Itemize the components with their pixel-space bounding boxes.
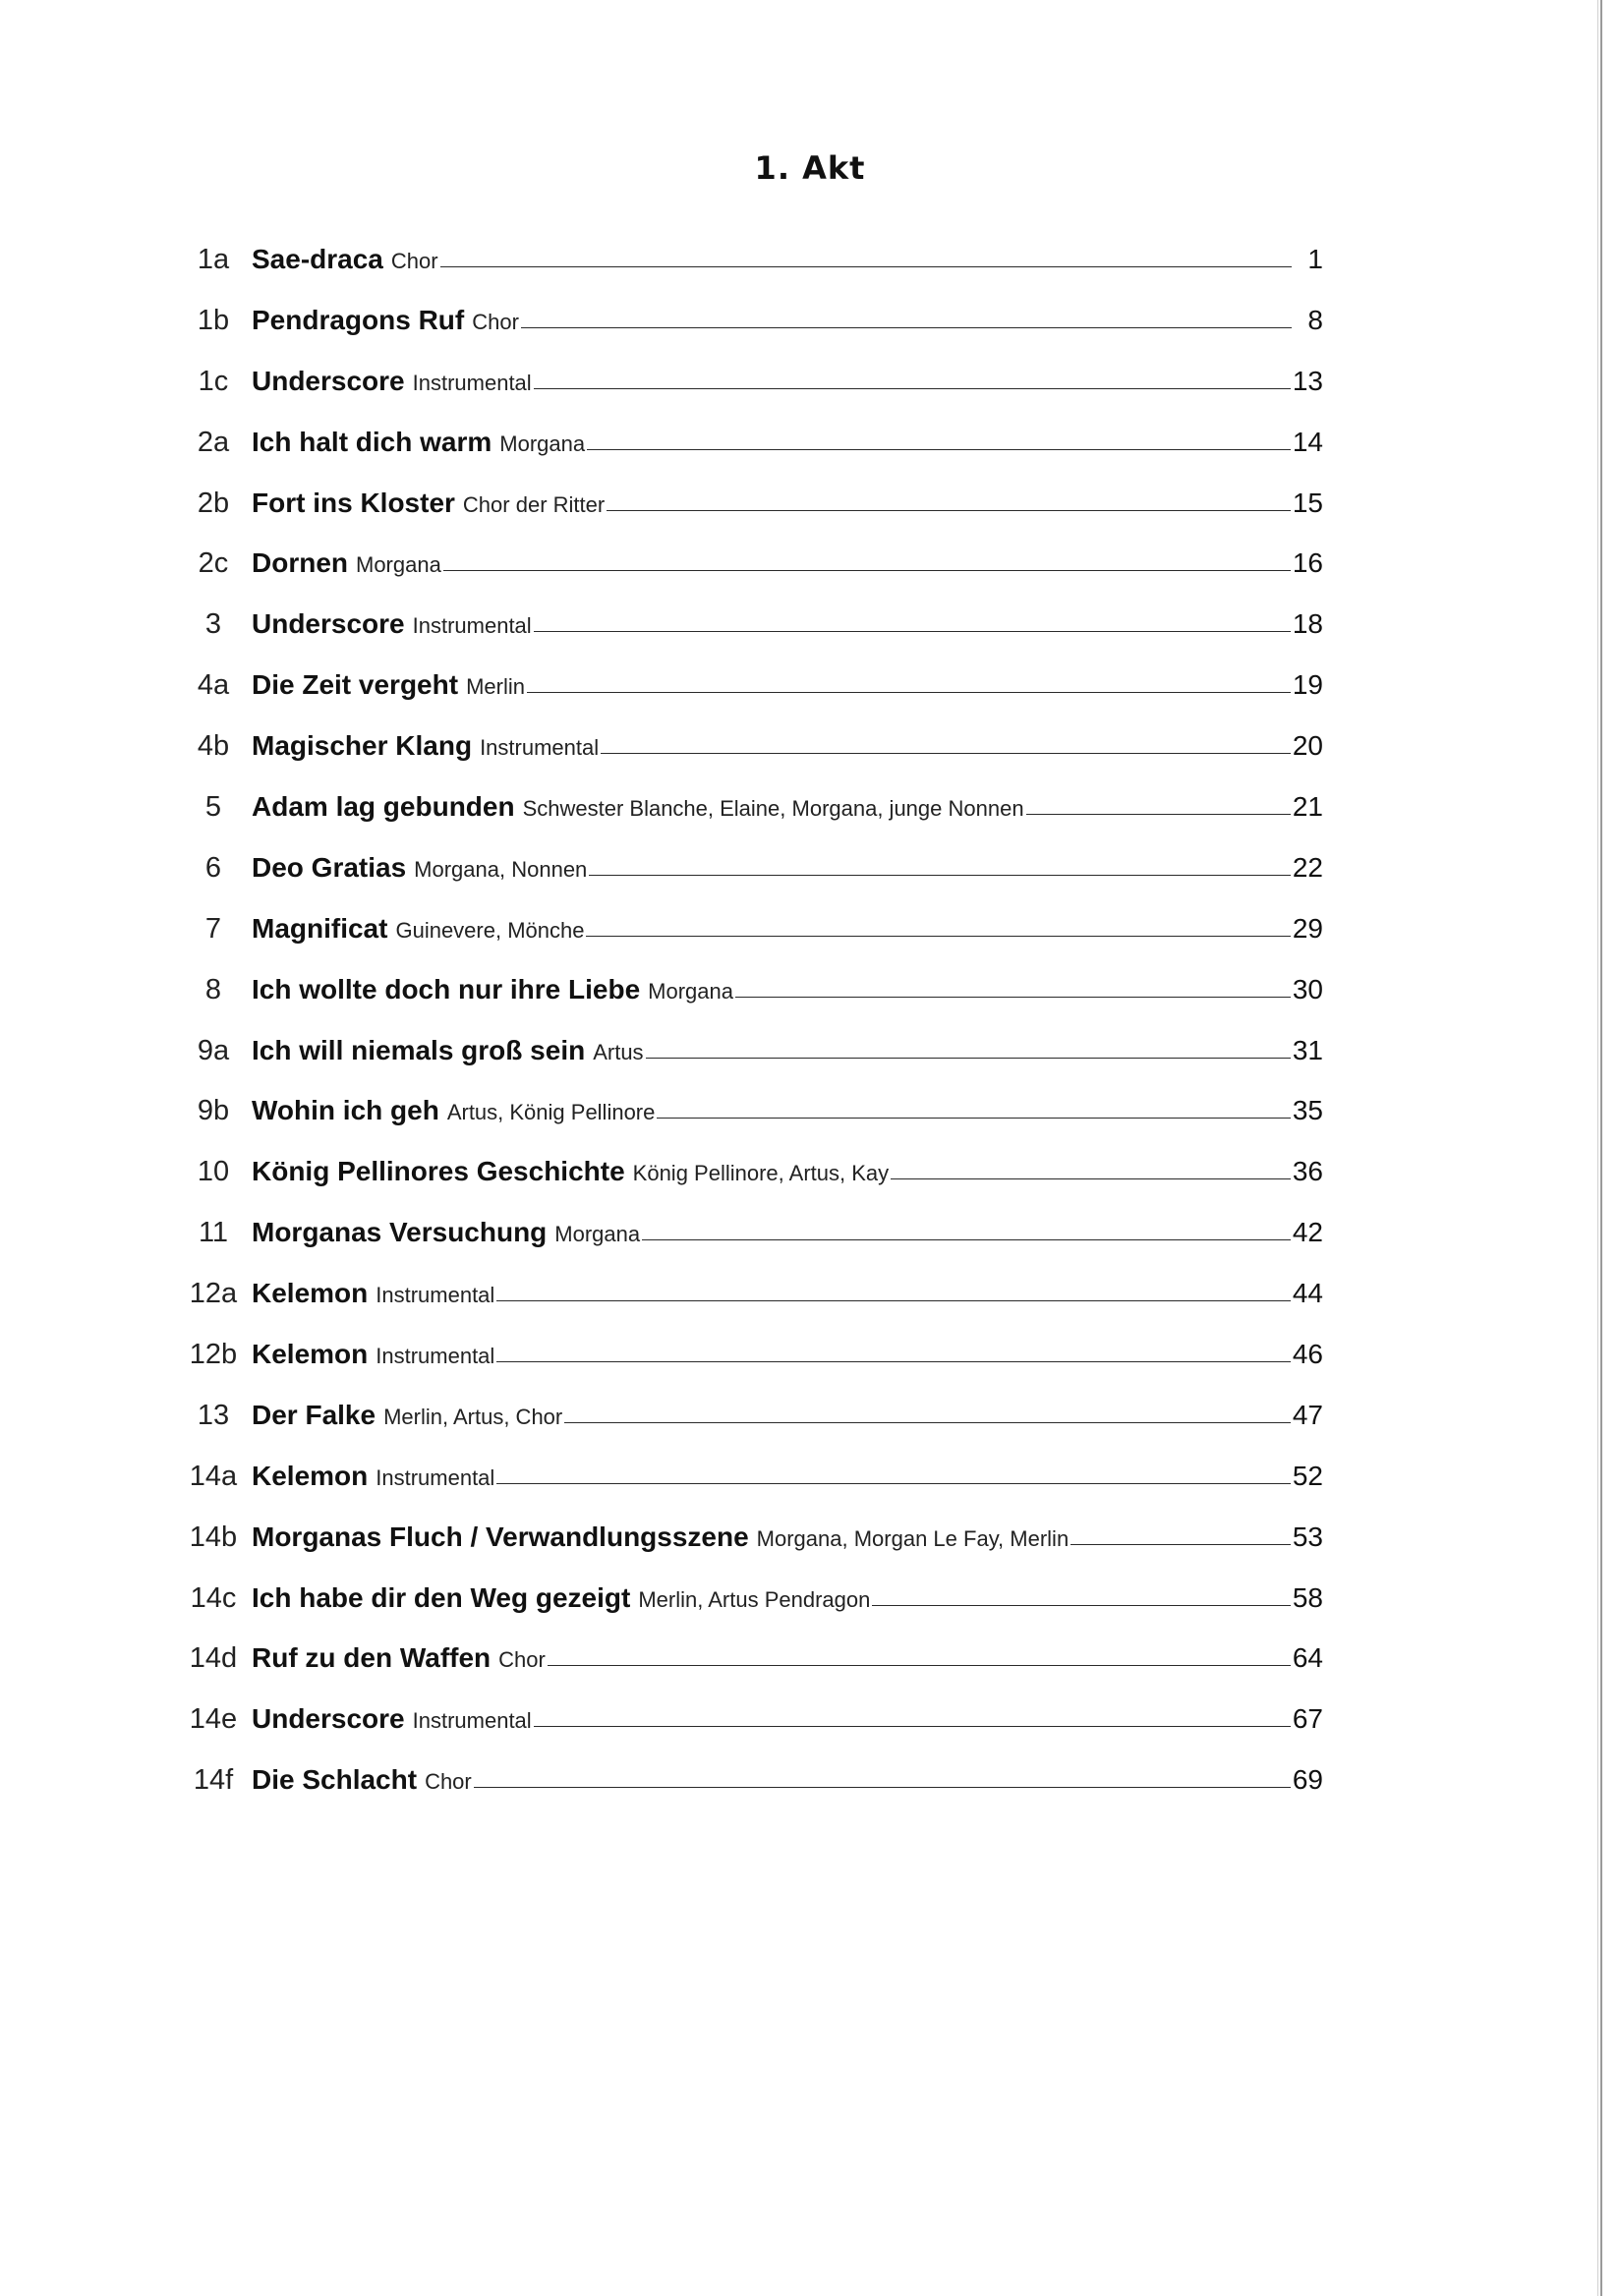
entry-page-number: 8 bbox=[1307, 304, 1323, 335]
leader-line bbox=[589, 874, 1291, 876]
entry-title: Magnificat bbox=[252, 912, 388, 944]
toc-entry bbox=[175, 1764, 1323, 1825]
leader-line bbox=[548, 1664, 1291, 1666]
entry-page-number: 69 bbox=[1292, 1764, 1323, 1796]
entry-title: Morganas Versuchung bbox=[252, 1217, 548, 1248]
entry-title: Underscore bbox=[252, 365, 405, 396]
entry-performers: Merlin bbox=[466, 674, 525, 700]
entry-number: 12b bbox=[189, 1339, 238, 1371]
leader-line bbox=[534, 387, 1291, 389]
entry-title: Dornen bbox=[252, 547, 348, 579]
entry-performers: Morgana bbox=[554, 1222, 641, 1247]
entry-page-number: 36 bbox=[1292, 1156, 1323, 1187]
entry-page-number: 22 bbox=[1292, 851, 1323, 883]
entry-performers: Chor bbox=[498, 1647, 546, 1673]
entry-number: 14e bbox=[189, 1703, 238, 1736]
entry-title: Underscore bbox=[252, 1703, 405, 1735]
entry-title: Ich habe dir den Weg gezeigt bbox=[252, 1581, 631, 1613]
leader-line bbox=[601, 752, 1291, 754]
entry-title: Die Zeit vergeht bbox=[252, 669, 459, 701]
entry-page-number: 30 bbox=[1292, 973, 1323, 1004]
toc-entry bbox=[175, 669, 1323, 730]
toc-entry bbox=[175, 1642, 1323, 1703]
leader-line bbox=[440, 265, 1292, 267]
entry-performers: Morgana bbox=[648, 978, 734, 1004]
entry-number: 3 bbox=[204, 608, 222, 641]
toc-entry bbox=[175, 791, 1323, 852]
toc-entry bbox=[175, 1156, 1323, 1217]
entry-number: 9b bbox=[197, 1095, 230, 1127]
entry-number: 14b bbox=[189, 1521, 238, 1553]
entry-performers: Instrumental bbox=[480, 735, 600, 761]
entry-title: Wohin ich geh bbox=[252, 1095, 439, 1126]
entry-performers: Chor bbox=[425, 1769, 472, 1795]
leader-line bbox=[586, 935, 1290, 937]
page-title: 1. Akt bbox=[754, 149, 866, 187]
entry-performers: Artus, König Pellinore bbox=[446, 1100, 656, 1125]
toc-entry bbox=[175, 1278, 1323, 1339]
leader-line bbox=[443, 569, 1291, 571]
entry-performers: Instrumental bbox=[412, 1708, 532, 1734]
entry-page-number: 31 bbox=[1292, 1034, 1323, 1065]
entry-performers: Instrumental bbox=[376, 1283, 495, 1308]
toc-entry bbox=[175, 852, 1323, 913]
entry-page-number: 15 bbox=[1292, 487, 1323, 518]
leader-line bbox=[642, 1238, 1291, 1240]
entry-title: Deo Gratias bbox=[252, 851, 407, 883]
toc-entry bbox=[175, 730, 1323, 791]
entry-page-number: 29 bbox=[1292, 912, 1323, 944]
entry-performers: Schwester Blanche, Elaine, Morgana, junge Nonnen bbox=[522, 796, 1024, 822]
leader-line bbox=[496, 1482, 1291, 1484]
entry-page-number: 47 bbox=[1292, 1399, 1323, 1430]
entry-performers: Chor bbox=[390, 249, 438, 273]
entry-title: Ich will niemals groß sein bbox=[252, 1034, 586, 1065]
entry-number: 14d bbox=[189, 1642, 238, 1675]
entry-performers: Merlin, Artus, Chor bbox=[383, 1404, 563, 1429]
leader-line bbox=[474, 1786, 1291, 1788]
toc-entry bbox=[175, 974, 1323, 1035]
entry-page-number: 20 bbox=[1292, 730, 1323, 762]
entry-title: Ich halt dich warm bbox=[252, 426, 492, 457]
entry-page-number: 64 bbox=[1292, 1642, 1323, 1674]
leader-line bbox=[1026, 813, 1291, 815]
entry-page-number: 21 bbox=[1292, 791, 1323, 823]
entry-number: 12a bbox=[189, 1278, 238, 1310]
leader-line bbox=[527, 691, 1291, 693]
entry-page-number: 14 bbox=[1292, 426, 1323, 457]
toc-entry bbox=[175, 913, 1323, 974]
toc-entry bbox=[175, 1095, 1323, 1156]
entry-page-number: 18 bbox=[1292, 608, 1323, 640]
leader-line bbox=[496, 1360, 1291, 1362]
entry-page-number: 46 bbox=[1292, 1339, 1323, 1370]
entry-performers: Morgana, Morgan Le Fay, Merlin bbox=[756, 1525, 1070, 1551]
toc-entry bbox=[175, 1035, 1323, 1096]
entry-number: 2a bbox=[197, 426, 230, 458]
entry-page-number: 42 bbox=[1292, 1217, 1323, 1248]
entry-page-number: 1 bbox=[1307, 244, 1323, 274]
entry-title: Kelemon bbox=[252, 1339, 369, 1370]
entry-title: Die Schlacht bbox=[252, 1764, 418, 1796]
entry-page-number: 13 bbox=[1292, 365, 1323, 396]
entry-page-number: 44 bbox=[1292, 1278, 1323, 1309]
toc-entry bbox=[175, 1582, 1323, 1643]
entry-number: 11 bbox=[198, 1217, 229, 1249]
entry-performers: Instrumental bbox=[412, 613, 532, 639]
entry-number: 14f bbox=[193, 1764, 234, 1797]
entry-number: 14a bbox=[189, 1460, 238, 1492]
entry-number: 2b bbox=[197, 487, 230, 519]
entry-title: Kelemon bbox=[252, 1460, 369, 1491]
entry-number: 10 bbox=[197, 1156, 230, 1188]
entry-title: Fort ins Kloster bbox=[252, 487, 455, 518]
entry-performers: Guinevere, Mönche bbox=[395, 917, 585, 943]
leader-line bbox=[735, 996, 1291, 998]
entry-number: 8 bbox=[204, 973, 222, 1005]
entry-performers: Morgana bbox=[499, 430, 586, 456]
toc-entry bbox=[175, 305, 1323, 366]
entry-number: 7 bbox=[204, 912, 222, 945]
entry-number: 6 bbox=[204, 851, 222, 884]
entry-performers: König Pellinore, Artus, Kay bbox=[632, 1161, 890, 1186]
toc-entry bbox=[175, 608, 1323, 669]
leader-line bbox=[534, 630, 1291, 632]
entry-page-number: 19 bbox=[1292, 669, 1323, 701]
entry-performers: Morgana, Nonnen bbox=[414, 856, 588, 882]
entry-performers: Instrumental bbox=[376, 1344, 495, 1369]
entry-number: 1b bbox=[197, 304, 230, 336]
toc-entry bbox=[175, 1400, 1323, 1461]
entry-number: 1c bbox=[198, 365, 229, 397]
entry-number: 1a bbox=[197, 244, 230, 275]
leader-line bbox=[521, 326, 1292, 328]
leader-line bbox=[872, 1604, 1290, 1606]
entry-performers: Merlin, Artus Pendragon bbox=[638, 1586, 871, 1612]
entry-title: König Pellinores Geschichte bbox=[252, 1156, 625, 1187]
entry-title: Sae-draca bbox=[252, 244, 383, 274]
toc-entry bbox=[175, 244, 1323, 305]
leader-line bbox=[891, 1177, 1291, 1179]
toc-entry bbox=[175, 547, 1323, 608]
entry-performers: Chor bbox=[472, 309, 519, 334]
toc-entry bbox=[175, 1339, 1323, 1400]
entry-performers: Morgana bbox=[356, 552, 441, 578]
leader-line bbox=[534, 1725, 1291, 1727]
entry-number: 4b bbox=[197, 730, 230, 763]
entry-title: Adam lag gebunden bbox=[252, 791, 515, 823]
entry-title: Ich wollte doch nur ihre Liebe bbox=[252, 973, 641, 1004]
leader-line bbox=[646, 1057, 1291, 1059]
toc-entry bbox=[175, 1521, 1323, 1582]
entry-performers: Instrumental bbox=[376, 1464, 495, 1490]
entry-number: 2c bbox=[198, 547, 229, 580]
entry-title: Morganas Fluch / Verwandlungsszene bbox=[252, 1521, 749, 1552]
toc-entry bbox=[175, 1217, 1323, 1278]
leader-line bbox=[657, 1117, 1290, 1119]
leader-line bbox=[1070, 1543, 1291, 1545]
table-of-contents bbox=[175, 244, 1323, 1825]
entry-page-number: 52 bbox=[1292, 1460, 1323, 1491]
entry-performers: Artus bbox=[593, 1039, 644, 1064]
entry-page-number: 16 bbox=[1292, 547, 1323, 579]
entry-number: 14c bbox=[190, 1581, 237, 1614]
entry-number: 5 bbox=[204, 791, 222, 824]
scan-edge bbox=[1600, 0, 1602, 2296]
toc-entry bbox=[175, 427, 1323, 488]
scan-edge-shadow bbox=[1597, 0, 1598, 2296]
toc-entry bbox=[175, 1703, 1323, 1764]
entry-page-number: 53 bbox=[1292, 1521, 1323, 1552]
entry-title: Ruf zu den Waffen bbox=[252, 1642, 492, 1674]
entry-number: 13 bbox=[197, 1399, 230, 1431]
leader-line bbox=[496, 1299, 1291, 1301]
leader-line bbox=[607, 509, 1291, 511]
toc-entry bbox=[175, 1461, 1323, 1521]
entry-page-number: 67 bbox=[1292, 1703, 1323, 1735]
entry-page-number: 58 bbox=[1292, 1581, 1323, 1613]
entry-performers: Chor der Ritter bbox=[462, 491, 606, 517]
leader-line bbox=[564, 1421, 1291, 1423]
entry-title: Magischer Klang bbox=[252, 730, 473, 762]
leader-line bbox=[587, 448, 1291, 450]
entry-title: Kelemon bbox=[252, 1278, 369, 1309]
entry-title: Pendragons Ruf bbox=[252, 304, 465, 335]
entry-title: Der Falke bbox=[252, 1399, 376, 1430]
entry-page-number: 35 bbox=[1292, 1095, 1323, 1126]
toc-entry bbox=[175, 488, 1323, 548]
toc-entry bbox=[175, 366, 1323, 427]
entry-performers: Instrumental bbox=[412, 370, 532, 395]
entry-number: 9a bbox=[197, 1034, 230, 1066]
entry-number: 4a bbox=[197, 669, 230, 702]
entry-title: Underscore bbox=[252, 608, 405, 640]
